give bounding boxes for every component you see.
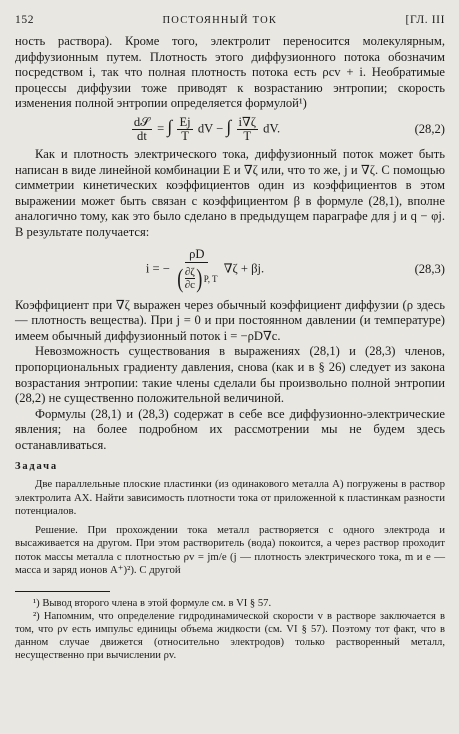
equation-28-2 — [15, 116, 445, 143]
paragraph-3: Коэффициент при ∇ζ выражен через обычный коэффициент диффузии (ρ здесь — плотность вещества). При j = 0 и при постоянном давлении (и температуре) имеем обычный диффузионный поток i = −ρD∇c. — [15, 297, 445, 343]
eq2-subscript: P, T — [203, 273, 218, 284]
equation-28-2-body — [15, 116, 395, 143]
section-title: Задача — [15, 461, 58, 473]
eq2-rest: ∇ζ + βj. — [223, 260, 265, 275]
solution-text: Решение. При прохождении тока металл растворяется с одного электрода и высаживается на другом. При этом растворитель (вода) покоится, а через раствор проходит поток массы металла с плотностью ρv = jm/e (j — плотность электрического тока, m и e — масса и заряд ионов A⁺)²). С другой — [15, 523, 445, 576]
eq1-f2-den: T — [243, 128, 252, 143]
footnote-1: ¹) Вывод второго члена в этой формуле см. в VI § 57. — [33, 598, 272, 610]
equation-28-3-body — [15, 247, 395, 292]
eq1-lhs-den: dt — [137, 128, 147, 143]
eq1-lhs-num: d𝒮 — [133, 114, 150, 129]
eq1-integral-1: ∫ — [167, 116, 173, 137]
eq2-lhs: i = − — [145, 260, 170, 275]
eq1-end: dV. — [263, 121, 281, 136]
eq1-f1-num: Ej — [179, 114, 191, 129]
equation-28-3 — [15, 247, 445, 292]
eq2-num: ρD — [185, 247, 208, 263]
running-title: ПОСТОЯННЫЙ ТОК — [162, 15, 278, 26]
eq1-mid: dV − — [197, 121, 224, 136]
eq1-equals: = — [157, 121, 165, 136]
eq1-lhs-fraction — [132, 116, 152, 143]
eq1-f2-num: i∇ζ — [238, 114, 257, 129]
problem-block — [15, 478, 445, 577]
eq1-frac-2 — [237, 116, 259, 143]
eq1-frac-1 — [177, 116, 192, 143]
problem-text: Две параллельные плоские пластинки (из одинакового металла A) погружены в раствор электролита AX. Найти зависимость плотности тока от приложенной к пластинкам разности потенциалов. — [15, 478, 445, 518]
equation-number-28-2: (28,2) — [414, 121, 445, 136]
eq1-integral-2: ∫ — [226, 116, 232, 137]
eq2-derivative — [185, 266, 195, 291]
footnote-divider — [15, 591, 110, 592]
paragraph-1: ность раствора). Кроме того, электролит переносится молекулярным, диффузионным путем. Плотность этого диффузионного потока обозначим посредством i, так что полная плотность потока есть ρcv + i. Необратимые процессы диффузии тоже приводят к возрастанию энтропии; скорость изменения полной энтропии определяется формулой¹) — [15, 34, 445, 111]
eq2-fraction — [176, 247, 218, 292]
footnotes — [15, 597, 445, 662]
footnote-2: ²) Напомним, что определение гидродинамической скорости v в растворе заключается в том, что ρv есть импульс единицы объема жидкости (см. VI § 57). Поэтому тот факт, что в данном случае движется (относительно электродов) только растворенный металл, несущественно при вычислении ρv. — [15, 611, 445, 662]
eq2-dden: ∂c — [184, 279, 196, 292]
eq2-open-paren: ( — [177, 263, 184, 293]
page-number: 152 — [15, 14, 35, 26]
eq2-den — [176, 263, 218, 292]
equation-number-28-3: (28,3) — [414, 261, 445, 276]
eq2-dnum: ∂ζ — [184, 266, 195, 279]
chapter-label: [ГЛ. III — [405, 14, 445, 26]
paragraph-4: Невозможность существования в выражениях (28,1) и (28,3) членов, пропорциональных градиенту давления, снова (как и в § 26) следует из закона возрастания энтропии: такие члены сделали бы произвольно полной энтропии (28,2) не существенно положительной величиной. — [15, 344, 445, 406]
eq1-f1-den: T — [181, 128, 189, 143]
page-header — [15, 14, 445, 26]
paragraph-5: Формулы (28,1) и (28,3) содержат в себе все диффузионно-электрические явления; на более подробном их рассмотрении мы не будем здесь останавливаться. — [15, 406, 445, 452]
eq2-close-paren: ) — [196, 263, 203, 293]
paragraph-2: Как и плотность электрического тока, диффузионный поток может быть написан в виде линейной комбинации E и ∇ζ или, что то же, j и ∇ζ. С помощью симметрии кинетических коэффициентов один из коэффициентов в этом выражении может быть связан с коэффициентом β в формуле (28,1), вполне аналогично тому, как это было сделано в предыдущем параграфе для j и q − φj. В результате получается: — [15, 146, 445, 239]
